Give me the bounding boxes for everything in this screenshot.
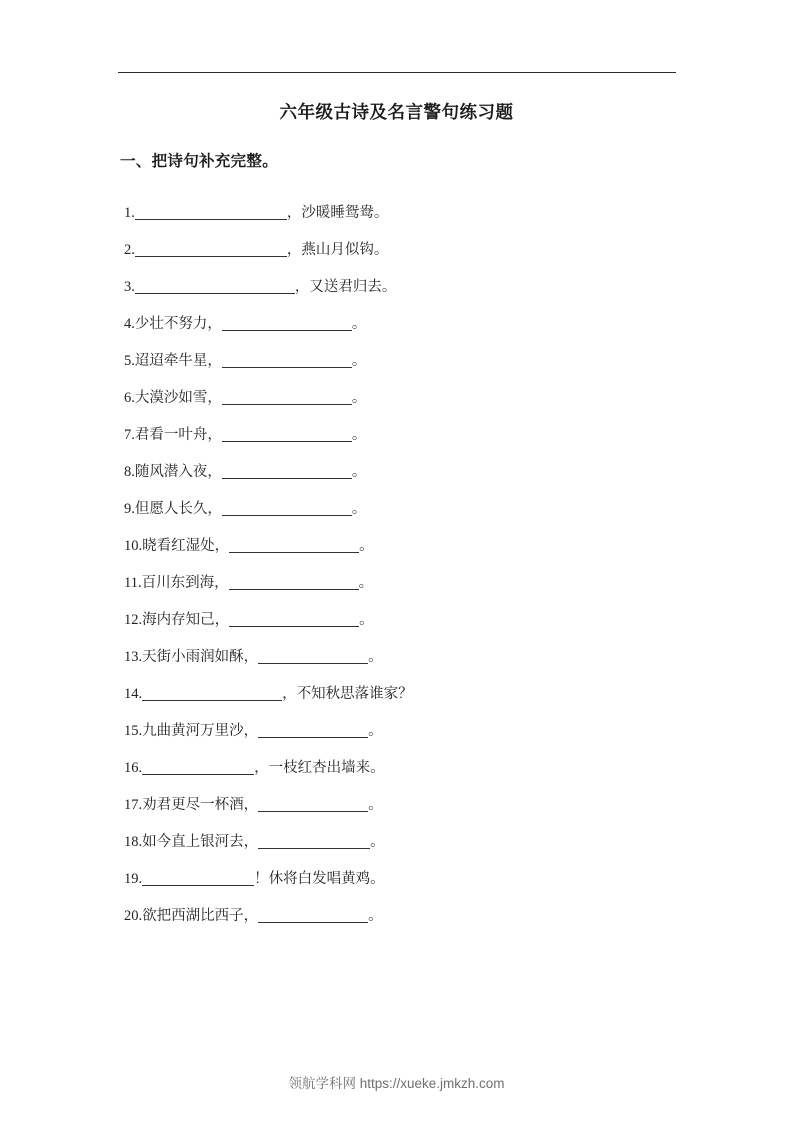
item-prefix-text: 迢迢牵牛星， — [134, 352, 222, 369]
item-number: 15. — [124, 722, 143, 739]
exercise-item — [118, 516, 675, 553]
item-suffix-text: ，沙暖睡鸳鸯。 — [286, 204, 389, 221]
answer-blank[interactable] — [258, 649, 368, 665]
item-prefix-text: 欲把西湖比西子， — [142, 907, 259, 924]
item-number: 19. — [124, 870, 143, 887]
item-number: 5. — [124, 352, 135, 369]
exercise-item — [118, 701, 675, 738]
exercise-item — [118, 405, 675, 442]
item-number: 8. — [124, 463, 135, 480]
exercise-item — [118, 849, 675, 886]
section-heading: 一、把诗句补充完整。 — [120, 153, 279, 170]
item-prefix-text: 九曲黄河万里沙， — [142, 722, 259, 739]
item-suffix-text: 。 — [351, 500, 367, 517]
exercise-item — [118, 183, 675, 220]
item-number: 1. — [124, 204, 135, 221]
answer-blank[interactable] — [222, 464, 352, 480]
exercise-item — [118, 886, 675, 923]
item-number: 2. — [124, 241, 135, 258]
item-prefix-text: 君看一叶舟， — [134, 426, 222, 443]
item-number: 12. — [124, 611, 143, 628]
exercise-item — [118, 812, 675, 849]
answer-blank[interactable] — [258, 723, 368, 739]
answer-blank[interactable] — [142, 871, 254, 887]
answer-blank[interactable] — [222, 427, 352, 443]
exercise-item — [118, 590, 675, 627]
item-number: 14. — [124, 685, 143, 702]
item-suffix-text: 。 — [358, 574, 374, 591]
exercise-item — [118, 775, 675, 812]
answer-blank[interactable] — [135, 279, 295, 295]
item-number: 4. — [124, 315, 135, 332]
item-prefix-text: 劝君更尽一杯酒， — [142, 796, 259, 813]
exercise-item — [118, 664, 675, 701]
answer-blank[interactable] — [222, 316, 352, 332]
item-prefix-text: 海内存知己， — [142, 611, 230, 628]
item-number: 18. — [124, 833, 143, 850]
answer-blank[interactable] — [258, 908, 368, 924]
item-number: 7. — [124, 426, 135, 443]
answer-blank[interactable] — [142, 760, 254, 776]
answer-blank[interactable] — [135, 242, 287, 258]
item-suffix-text: 。 — [351, 352, 367, 369]
item-suffix-text: 。 — [368, 648, 383, 665]
item-prefix-text: 少壮不努力， — [134, 315, 222, 332]
item-suffix-text: 。 — [368, 722, 383, 739]
item-suffix-text: ！休将白发唱黄鸡。 — [254, 870, 385, 887]
answer-blank[interactable] — [222, 501, 352, 517]
answer-blank[interactable] — [222, 390, 352, 406]
item-suffix-text: ，不知秋思落谁家？ — [282, 685, 413, 702]
answer-blank[interactable] — [229, 575, 359, 591]
item-number: 3. — [124, 278, 135, 295]
item-prefix-text: 如今直上银河去， — [142, 833, 259, 850]
item-prefix-text: 大漠沙如雪， — [134, 389, 222, 406]
answer-blank[interactable] — [229, 538, 359, 554]
item-suffix-text: 。 — [359, 611, 374, 628]
answer-blank[interactable] — [135, 205, 287, 221]
exercise-item — [118, 553, 675, 590]
answer-blank[interactable] — [229, 612, 359, 628]
item-suffix-text: 。 — [351, 426, 367, 443]
item-number: 9. — [124, 500, 135, 517]
item-number: 17. — [124, 796, 143, 813]
item-number: 16. — [124, 759, 143, 776]
answer-blank[interactable] — [142, 686, 282, 702]
item-suffix-text: 。 — [368, 907, 383, 924]
item-suffix-text: 。 — [351, 463, 367, 480]
item-prefix-text: 百川东到海， — [141, 574, 229, 591]
page-title: 六年级古诗及名言警句练习题 — [279, 102, 514, 122]
exercise-item — [118, 479, 675, 516]
exercise-item — [118, 738, 675, 775]
item-suffix-text: ，一枝红杏出墙来。 — [254, 759, 385, 776]
item-prefix-text: 晓看红湿处， — [142, 537, 230, 554]
exercise-item — [118, 442, 675, 479]
item-number: 13. — [124, 648, 143, 665]
item-suffix-text: 。 — [351, 389, 367, 406]
header-divider — [118, 72, 676, 73]
item-number: 6. — [124, 389, 135, 406]
item-number: 10. — [124, 537, 143, 554]
item-prefix-text: 天街小雨润如酥， — [142, 648, 259, 665]
exercise-item — [118, 257, 675, 294]
exercise-item — [118, 220, 675, 257]
item-prefix-text: 但愿人长久， — [134, 500, 222, 517]
item-suffix-text: ，又送君归去。 — [294, 278, 397, 295]
exercise-list — [118, 183, 675, 923]
item-number: 11. — [124, 574, 142, 591]
item-number: 20. — [124, 907, 143, 924]
exercise-item — [118, 294, 675, 331]
item-suffix-text: ，燕山月似钩。 — [286, 241, 389, 258]
item-suffix-text: 。 — [368, 796, 383, 813]
footer-watermark: 领航学科网 https://xueke.jmkzh.com — [288, 1076, 505, 1091]
item-suffix-text: 。 — [351, 315, 367, 332]
item-suffix-text: 。 — [370, 833, 385, 850]
exercise-item — [118, 331, 675, 368]
answer-blank[interactable] — [258, 797, 368, 813]
item-suffix-text: 。 — [359, 537, 374, 554]
exercise-item — [118, 627, 675, 664]
exercise-item — [118, 368, 675, 405]
answer-blank[interactable] — [222, 353, 352, 369]
item-prefix-text: 随风潜入夜， — [134, 463, 222, 480]
answer-blank[interactable] — [258, 834, 370, 850]
